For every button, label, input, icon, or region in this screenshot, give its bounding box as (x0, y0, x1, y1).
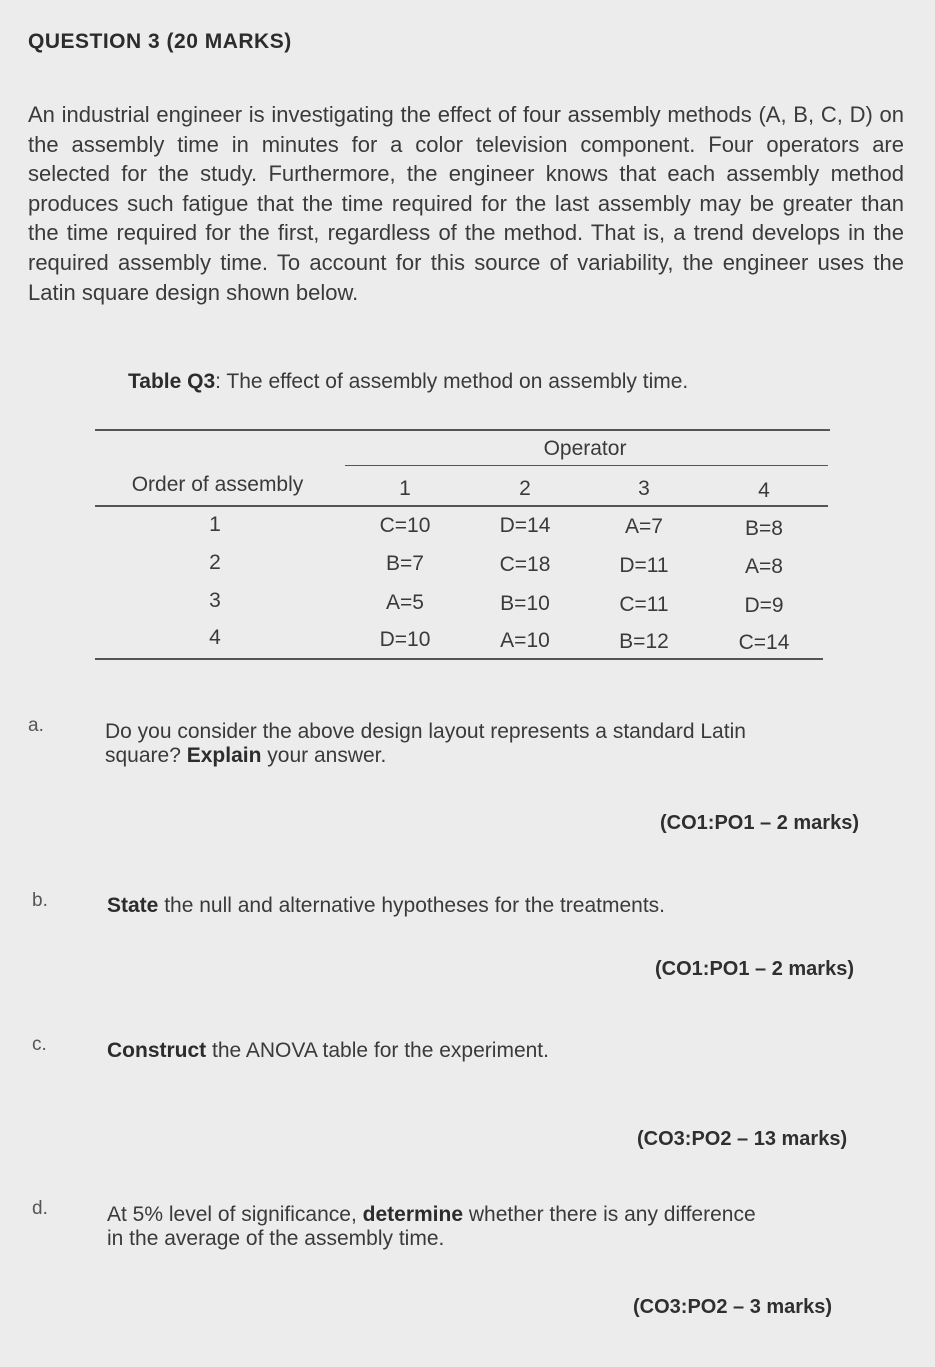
part-d-line2: in the average of the assembly time. (107, 1227, 445, 1250)
table-cell: A=10 (500, 629, 550, 652)
operator-col-1: 1 (399, 477, 411, 500)
part-b-marks: (CO1:PO1 – 2 marks) (655, 958, 854, 980)
table-bottom-rule (95, 658, 823, 660)
part-c-marks: (CO3:PO2 – 13 marks) (637, 1128, 848, 1150)
part-a-line2-bold: Explain (186, 744, 262, 767)
part-d-text (107, 1203, 887, 1251)
part-b-letter: b. (32, 890, 48, 911)
table-caption (128, 370, 688, 394)
table-cell: D=11 (619, 554, 669, 577)
table-cell: D=9 (744, 594, 784, 617)
table-cell: C=11 (619, 593, 669, 616)
part-d-line1-bold: determine (362, 1203, 464, 1226)
part-b-rest: the null and alternative hypotheses for the treatments. (158, 894, 665, 917)
table-cell: C=18 (499, 553, 551, 576)
part-c-text (107, 1039, 887, 1063)
part-c-rest: the ANOVA table for the experiment. (206, 1039, 549, 1062)
table-cell: D=14 (499, 514, 551, 537)
table-cell: B=7 (386, 552, 424, 575)
order-cell: 2 (209, 551, 221, 574)
table-cell: A=8 (745, 555, 783, 578)
table-caption-label: Table Q3 (128, 370, 216, 393)
operator-header: Operator (543, 437, 627, 460)
part-a-line2-pre: square? (105, 744, 187, 767)
part-a-letter: a. (28, 715, 44, 736)
operator-col-3: 3 (638, 477, 650, 500)
order-cell: 1 (209, 513, 221, 536)
table-cell: C=10 (379, 514, 431, 537)
table-top-rule (95, 429, 830, 431)
order-of-assembly-header: Order of assembly (131, 473, 304, 496)
part-d-line1-post: whether there is any difference (463, 1203, 756, 1226)
part-c-bold: Construct (107, 1039, 207, 1062)
question-intro: An industrial engineer is investigating the effect of four assembly methods (A, B, C, D) on the assembly time in minutes for a color television component. Four operators are selected for the study. Furthermore, the engineer knows that each assembly method produces such fatigue that the time required for the last assembly may be greater than the time required for the first, regardless of the method. That is, a trend develops in the required assembly time. To account for this source of variability, the engineer uses the Latin square design shown below. (28, 102, 904, 305)
table-cell: A=7 (625, 515, 663, 538)
operator-underline (345, 465, 828, 466)
part-d-letter: d. (32, 1198, 48, 1219)
part-d-line1-pre: At 5% level of significance, (107, 1203, 363, 1226)
header-bottom-rule (95, 505, 828, 507)
order-cell: 4 (209, 626, 221, 649)
table-cell: C=14 (738, 631, 790, 654)
question-heading: QUESTION 3 (20 MARKS) (28, 30, 292, 53)
part-b-bold: State (107, 894, 159, 917)
table-cell: A=5 (386, 591, 424, 614)
part-a-line2-post: your answer. (261, 744, 387, 767)
table-cell: B=12 (619, 630, 669, 653)
part-a-line1: Do you consider the above design layout represents a standard Latin (105, 720, 746, 743)
table-cell: B=10 (500, 592, 550, 615)
table-cell: B=8 (745, 517, 783, 540)
part-d-marks: (CO3:PO2 – 3 marks) (633, 1296, 832, 1318)
table-cell: D=10 (379, 628, 431, 651)
part-b-text (107, 894, 887, 918)
part-a-marks: (CO1:PO1 – 2 marks) (660, 812, 859, 834)
operator-col-2: 2 (519, 477, 531, 500)
operator-col-4: 4 (758, 479, 770, 502)
table-caption-text: : The effect of assembly method on assembly time. (215, 370, 689, 393)
part-a-text (105, 720, 885, 768)
part-c-letter: c. (32, 1034, 47, 1055)
order-cell: 3 (209, 589, 221, 612)
